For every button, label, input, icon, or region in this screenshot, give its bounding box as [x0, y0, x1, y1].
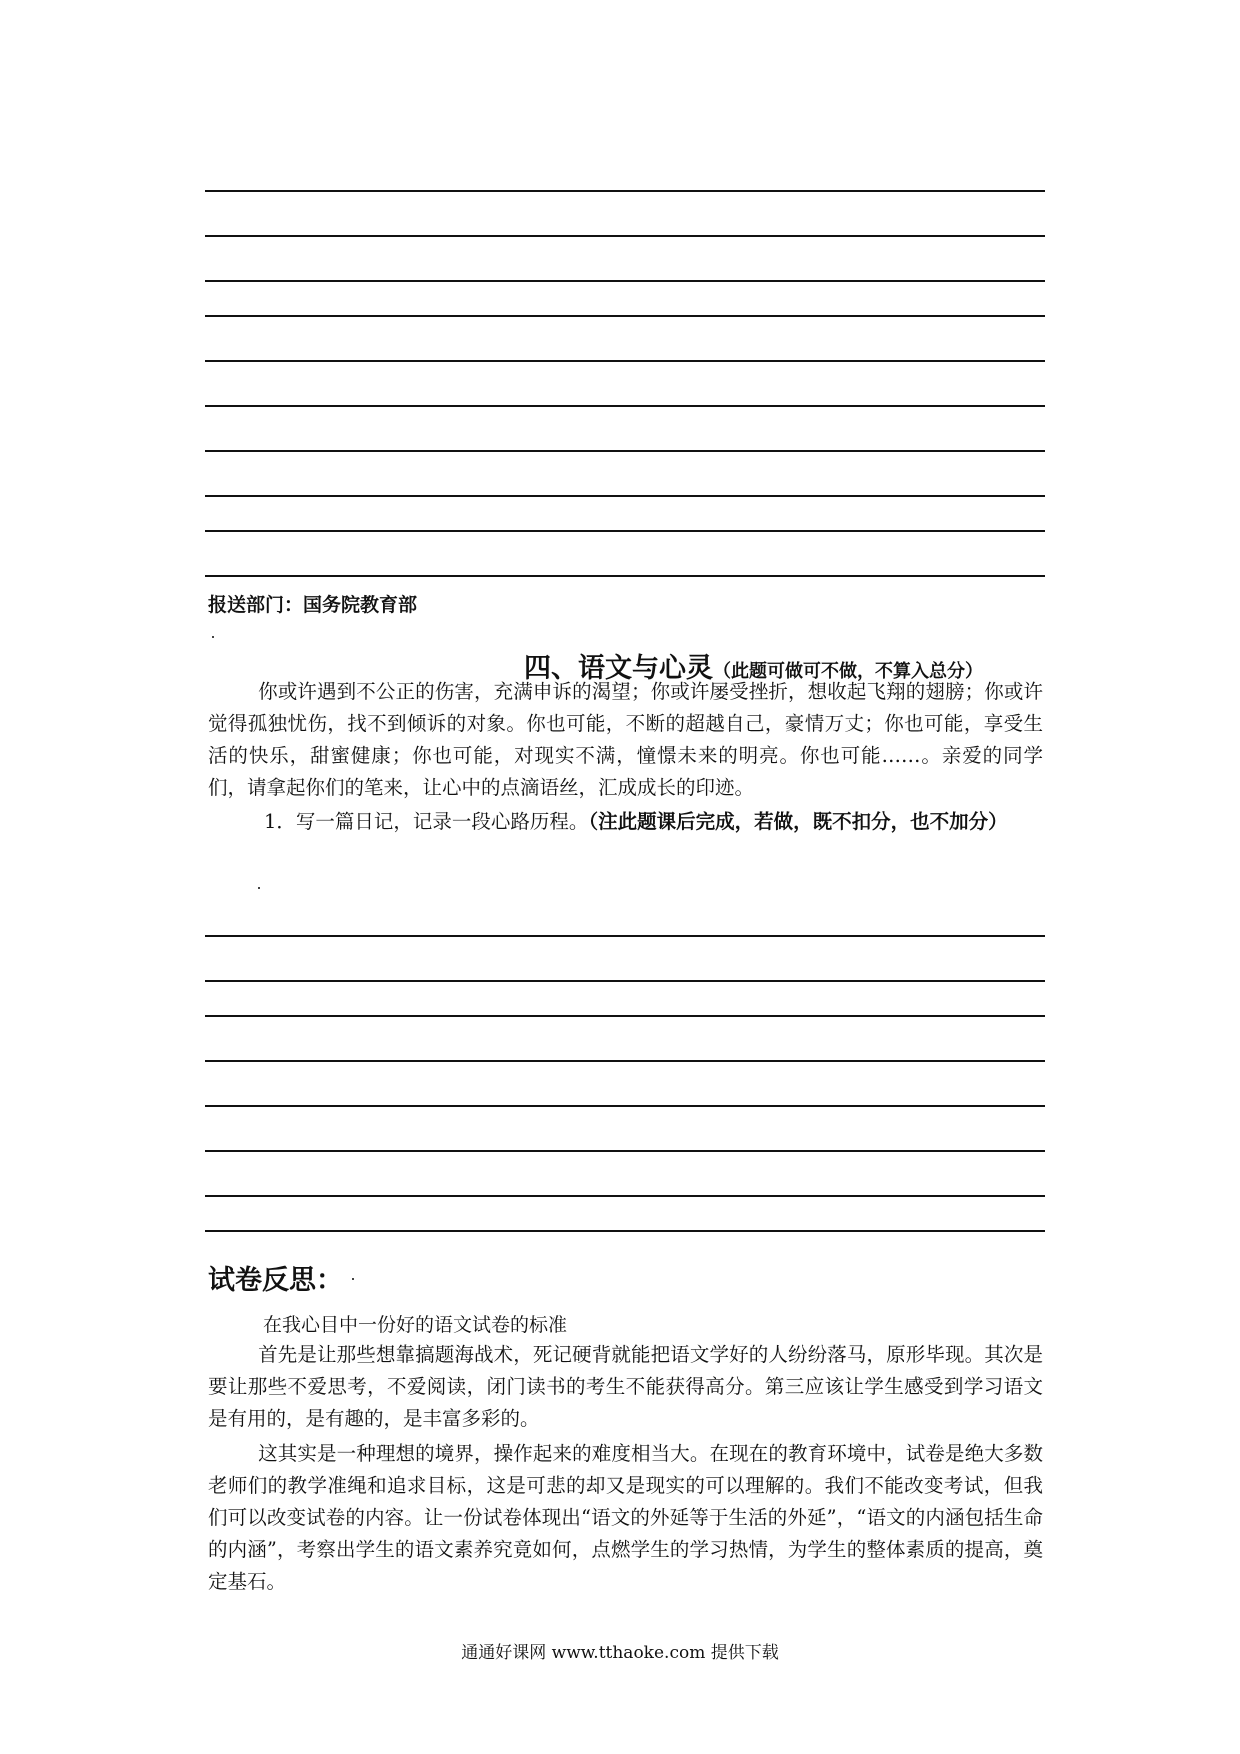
- answer-line: [205, 315, 1045, 317]
- reflection-paragraph-1-text: 首先是让那些想靠搞题海战术，死记硬背就能把语文学好的人纷纷落马，原形毕现。其次是要让那些不爱思考，不爱阅读，闭门读书的考生不能获得高分。第三应该让学生感受到学习语文是有用的，是有趣的，是丰富多彩的。: [208, 1343, 1043, 1430]
- answer-line: [205, 1015, 1045, 1017]
- answer-line: [205, 935, 1045, 937]
- answer-line: [205, 1195, 1045, 1197]
- question-1: [208, 806, 1043, 838]
- answer-line: [205, 280, 1045, 282]
- answer-line: [205, 405, 1045, 407]
- scan-speck: [352, 1278, 354, 1280]
- section4-title: 四、语文与心灵: [524, 653, 713, 684]
- reflection-title: 试卷反思：: [208, 1265, 343, 1296]
- reflection-standard-title: 在我心目中一份好的语文试卷的标准: [263, 1314, 568, 1336]
- answer-line: [205, 1150, 1045, 1152]
- answer-line: [205, 190, 1045, 192]
- answer-line: [205, 450, 1045, 452]
- answer-line: [205, 235, 1045, 237]
- reflection-paragraph-1: [208, 1339, 1043, 1435]
- answer-line: [205, 1105, 1045, 1107]
- answer-line: [205, 1230, 1045, 1232]
- section4-intro-text: 你或许遇到不公正的伤害，充满申诉的渴望；你或许屡受挫折，想收起飞翔的翅膀；你或许觉得孤独忧伤，找不到倾诉的对象。你也可能，不断的超越自己，豪情万丈；你也可能，享受生活的快乐，甜蜜健康；你也可能，对现实不满，憧憬未来的明亮。你也可能……。亲爱的同学们，请拿起你们的笔来，让心中的点滴语丝，汇成成长的印迹。: [208, 680, 1043, 799]
- answer-line: [205, 495, 1045, 497]
- report-department: 报送部门：国务院教育部: [208, 594, 418, 616]
- answer-line: [205, 360, 1045, 362]
- reflection-paragraph-2: [208, 1438, 1043, 1598]
- scan-speck: [212, 636, 214, 638]
- answer-line: [205, 980, 1045, 982]
- answer-line: [205, 1060, 1045, 1062]
- page-footer: 通通好课网 www.tthaoke.com 提供下载: [461, 1643, 779, 1663]
- reflection-paragraph-2-text: 这其实是一种理想的境界，操作起来的难度相当大。在现在的教育环境中，试卷是绝大多数老师们的教学准绳和追求目标，这是可悲的却又是现实的可以理解的。我们不能改变考试，但我们可以改变试卷的内容。让一份试卷体现出“语文的外延等于生活的外延”，“语文的内涵包括生命的内涵”，考察出学生的语文素养究竟如何，点燃学生的学习热情，为学生的整体素质的提高，奠定基石。: [208, 1442, 1043, 1593]
- answer-line: [205, 575, 1045, 577]
- answer-line: [205, 530, 1045, 532]
- scan-speck: [258, 887, 260, 889]
- section4-note: （此题可做可不做，不算入总分）: [713, 661, 983, 682]
- question-1-text: 1．写一篇日记，记录一段心路历程。: [264, 810, 589, 833]
- section4-intro: [208, 676, 1043, 804]
- question-1-note: （注此题课后完成，若做，既不扣分，也不加分）: [588, 810, 1008, 833]
